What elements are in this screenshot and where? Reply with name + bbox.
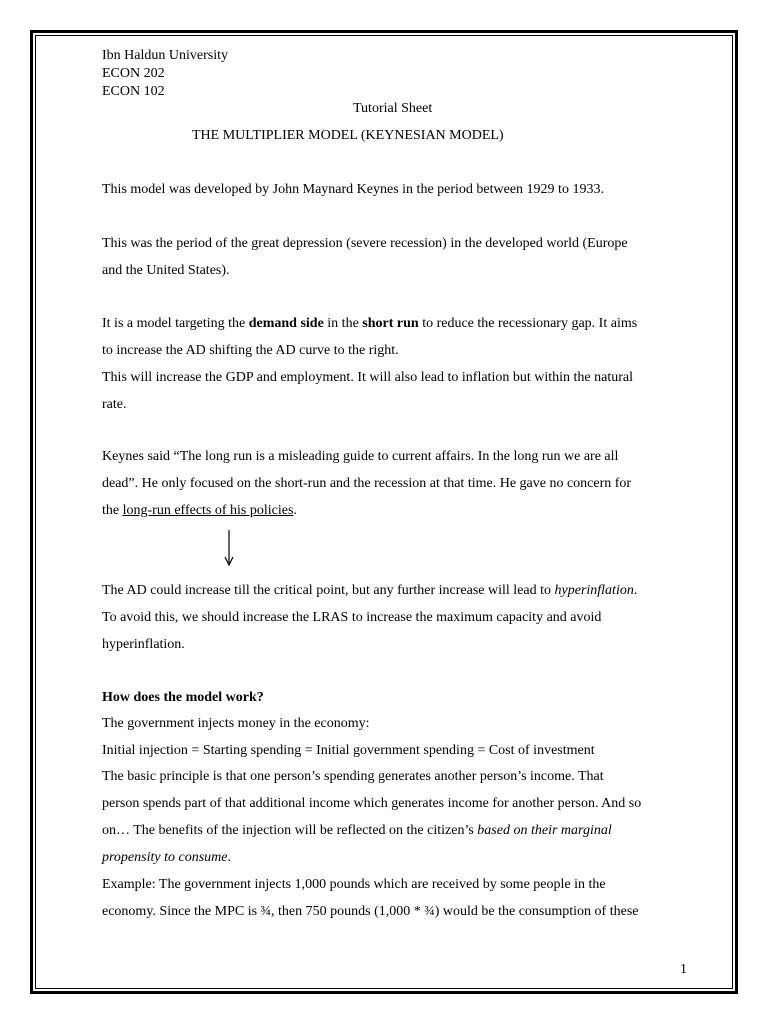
paragraph-line	[102, 823, 612, 839]
italic-text: based on their marginal	[477, 823, 612, 838]
underlined-text: long-run effects of his policies	[122, 503, 294, 518]
paragraph-line: The government injects money in the economy:	[102, 716, 370, 731]
italic-text: hyperinflation	[554, 583, 634, 598]
text-run: The AD could increase till the critical point, but any further increase will lead to	[102, 583, 555, 598]
paragraph-line	[102, 583, 637, 599]
page-title: THE MULTIPLIER MODEL (KEYNESIAN MODEL)	[192, 128, 504, 143]
section-heading: How does the model work?	[102, 690, 264, 705]
paragraph-line: dead”. He only focused on the short-run and the recession at that time. He gave no concern for	[102, 476, 632, 491]
paragraph-line: Example: The government injects 1,000 pounds which are received by some people in the	[102, 877, 606, 892]
page-number: 1	[680, 962, 687, 977]
course-code-1: ECON 202	[102, 66, 165, 81]
paragraph-line	[102, 850, 231, 866]
paragraph-line: and the United States).	[102, 263, 230, 278]
course-code-2: ECON 102	[102, 84, 165, 99]
paragraph-line: This will increase the GDP and employment. It will also lead to inflation but within the natural	[102, 370, 633, 385]
paragraph-line: The basic principle is that one person’s spending generates another person’s income. That	[102, 769, 604, 784]
paragraph-line: to increase the AD shifting the AD curve to the right.	[102, 343, 399, 358]
text-run: .	[227, 850, 231, 865]
paragraph-line: Initial injection = Starting spending = Initial government spending = Cost of investment	[102, 743, 595, 758]
paragraph-line: Keynes said “The long run is a misleading guide to current affairs. In the long run we are all	[102, 449, 619, 464]
bold-text: short run	[362, 316, 419, 331]
institution-name: Ibn Haldun University	[102, 48, 228, 63]
paragraph-line: This was the period of the great depression (severe recession) in the developed world (Europe	[102, 236, 628, 251]
text-run: in the	[323, 316, 363, 331]
text-run: .	[633, 583, 638, 598]
text-run: .	[293, 503, 297, 518]
paragraph-line: This model was developed by John Maynard Keynes in the period between 1929 to 1933.	[102, 182, 604, 197]
paragraph-line: To avoid this, we should increase the LRAS to increase the maximum capacity and avoid	[102, 610, 602, 625]
paragraph-line: rate.	[102, 397, 127, 412]
text-run: the	[102, 503, 123, 518]
text-run: on… The benefits of the injection will be reflected on the citizen’s	[102, 823, 478, 838]
paragraph-line: person spends part of that additional income which generates income for another person. And so	[102, 796, 642, 811]
text-run: It is a model targeting the	[102, 316, 249, 331]
paragraph-line: economy. Since the MPC is ¾, then 750 pounds (1,000 * ¾) would be the consumption of these	[102, 904, 639, 919]
text-run: to reduce the recessionary gap. It aims	[418, 316, 638, 331]
down-arrow-icon	[222, 530, 236, 566]
paragraph-line	[102, 503, 297, 519]
sheet-type: Tutorial Sheet	[353, 101, 433, 116]
italic-text: propensity to consume	[102, 850, 228, 865]
paragraph-line: hyperinflation.	[102, 637, 185, 652]
paragraph-line	[102, 316, 637, 332]
bold-text: demand side	[248, 316, 324, 331]
